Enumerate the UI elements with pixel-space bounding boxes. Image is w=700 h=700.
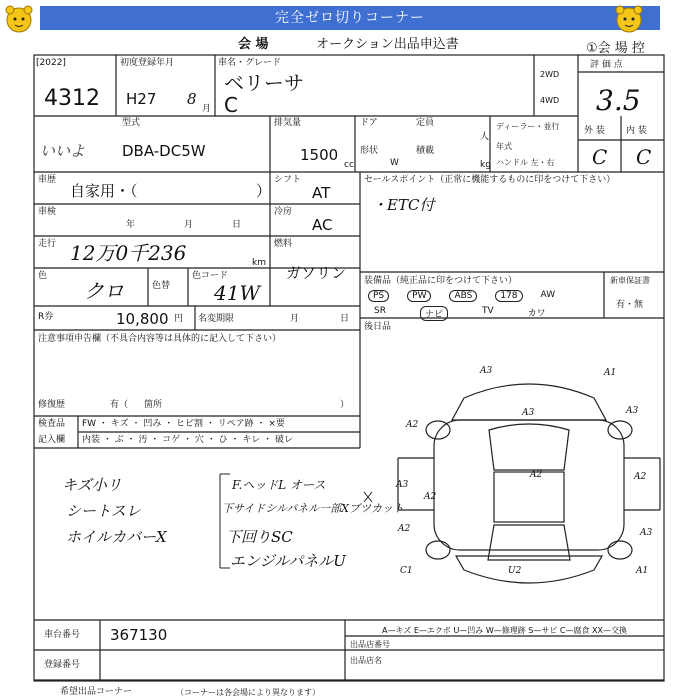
recycle-label: R券	[38, 312, 54, 322]
comment-bracket	[216, 472, 376, 582]
form-subtitle: オークション出品申込書	[316, 37, 459, 52]
equip-tv: TV	[481, 306, 494, 316]
recycle-unit: 円	[174, 314, 184, 324]
repair-value: 有（	[110, 400, 129, 410]
type-note: いいよ	[40, 142, 86, 160]
first-reg-era: H27	[126, 90, 157, 108]
type-label: 型式	[122, 118, 141, 128]
equip-pw: PW	[407, 290, 431, 302]
model-label: 車名・グレード	[218, 58, 282, 68]
dealer-handle: ハンドル 左・右	[496, 158, 555, 167]
comment-left-3: ホイルカバーX	[66, 528, 167, 546]
color-label: 色	[38, 271, 48, 281]
inspection-year: 年	[126, 220, 136, 230]
equip-navi: ナビ	[420, 306, 448, 321]
dmg-a3-2: A3	[522, 408, 535, 418]
check-row-2: 内装 ・ ぶ ・ 汚 ・ コゲ ・ 穴 ・ ひ ・ キレ ・ 破レ	[82, 435, 293, 445]
dmg-a1-2: A1	[636, 566, 649, 576]
check-label-2: 記入欄	[38, 435, 66, 445]
first-reg-label: 初度登録年月	[120, 58, 175, 68]
dmg-a3-5: A3	[640, 528, 653, 538]
stamp-label-2: 出品店名	[350, 656, 382, 665]
dmg-a2-2: A2	[530, 470, 543, 480]
guarantee-label: 新車保証書	[610, 276, 650, 285]
year-tag: [2022]	[36, 58, 66, 68]
door-label: ドア	[360, 118, 378, 128]
displacement-label: 排気量	[274, 118, 302, 128]
capacity-label: 定員	[416, 118, 435, 128]
venue-copy: ①会 場 控	[586, 41, 645, 56]
mileage-value: 12万0千236	[70, 241, 187, 265]
dealer-year: 年式	[496, 142, 512, 151]
repair-label: 修復歴	[38, 400, 66, 410]
equipment-row-2	[374, 306, 546, 321]
history-value: 自家用・（	[70, 182, 138, 200]
equip-ps: PS	[368, 290, 389, 302]
name-change-label: 名変期限	[198, 314, 235, 324]
banner: 完全ゼロ切りコーナー	[40, 6, 660, 30]
type-value: DBA-DC5W	[122, 142, 206, 160]
shift-value: AT	[312, 184, 331, 202]
notes-label: 注意事項申告欄（不具合内容等は具体的に記入して下さい）	[38, 334, 282, 344]
name-change-day: 日	[340, 314, 350, 324]
cooling-label: 冷房	[274, 207, 293, 217]
fuel-value: ガソリン	[286, 264, 347, 282]
stamp-label-1: 出品店番号	[350, 640, 390, 649]
comment-right-2: 下サイドシルパネル一部Xブツカット	[222, 502, 404, 515]
color-code: 41W	[214, 281, 261, 305]
history-close: ）	[256, 182, 272, 200]
cooling-value: AC	[312, 216, 333, 234]
comment-right-3: 下回りSC	[226, 528, 293, 546]
door-shape-label: 形状	[360, 146, 379, 156]
comment-right-1: F.ヘッドL オース	[232, 478, 326, 492]
equipment-label: 装備品（純正品に印をつけて下さい）	[364, 276, 518, 286]
drive-4wd: 4WD	[540, 96, 560, 105]
dmg-a2-4: A2	[398, 524, 411, 534]
first-reg-month: 8	[187, 90, 197, 108]
equipment-row-1	[368, 290, 555, 302]
drive-2wd: 2WD	[540, 70, 560, 79]
name-change-month: 月	[290, 314, 300, 324]
ext-label: 外 装	[584, 126, 605, 136]
equip-abs: ABS	[449, 290, 477, 302]
desired-corner-label: 希望出品コーナー	[60, 687, 133, 697]
int-label: 内 装	[626, 126, 647, 136]
color-change-label: 色替	[152, 281, 171, 291]
fuel-label: 燃料	[274, 239, 293, 249]
first-reg-month-unit: 月	[202, 104, 212, 114]
dmg-a3-4: A3	[396, 480, 409, 490]
capacity-unit-kg: kg	[480, 160, 491, 170]
dmg-c1: C1	[400, 566, 413, 576]
shift-label: シフト	[274, 175, 302, 185]
later-date-label: 後日品	[364, 322, 392, 332]
damage-legend: A—キズ E—エクボ U—凹み W—修理跡 S—サビ C—腐食 XX—交換	[382, 626, 628, 635]
model-grade: C	[224, 93, 238, 117]
displacement-unit: cc	[344, 160, 354, 170]
sales-point-value: ・ETC付	[372, 196, 435, 214]
dmg-a2-3: A2	[424, 492, 437, 502]
comment-left-1: キズ小リ	[62, 476, 122, 494]
displacement-value: 1500	[300, 146, 339, 164]
dmg-a2-5: A2	[634, 472, 647, 482]
color-value: クロ	[84, 279, 124, 303]
model-name: ベリーサ	[224, 71, 304, 95]
mileage-label: 走行	[38, 239, 57, 249]
comment-right-4: エンジルパネルU	[230, 552, 346, 570]
guarantee-value: 有・無	[616, 300, 644, 310]
inspection-day: 日	[232, 220, 242, 230]
car-damage-diagram	[394, 360, 664, 620]
door-shape: W	[390, 158, 399, 168]
dmg-u2: U2	[508, 566, 522, 576]
desired-corner-note: （コーナーは各会場により異なります）	[176, 688, 320, 697]
equip-leather: カワ	[527, 309, 546, 319]
capacity-load-label: 積載	[416, 146, 435, 156]
int-grade: C	[636, 145, 652, 169]
ext-grade: C	[592, 145, 608, 169]
equip-aw: AW	[540, 290, 556, 300]
dealer-label: ディーラー・並行	[496, 122, 560, 131]
rating-label: 評 価 点	[590, 60, 623, 70]
capacity-unit-person: 人	[480, 132, 490, 142]
repair-close: ）	[340, 400, 350, 410]
repair-unit: 箇所	[144, 400, 163, 410]
equip-178: 178	[495, 290, 522, 302]
sales-point-label: セールスポイント（正常に機能するものに印をつけて下さい）	[364, 175, 616, 185]
logo-fragment: 会 場	[238, 37, 269, 52]
chassis-value: 367130	[110, 626, 168, 644]
inspection-month: 月	[184, 220, 194, 230]
history-label: 車歴	[38, 175, 57, 185]
recycle-value: 10,800	[116, 310, 169, 328]
registration-label: 登録番号	[44, 660, 81, 670]
lot-number: 4312	[44, 86, 100, 111]
dmg-a3-1: A3	[480, 366, 493, 376]
mileage-unit: km	[252, 258, 266, 268]
dmg-a2-1: A2	[406, 420, 419, 430]
chassis-label: 車台番号	[44, 630, 81, 640]
check-row-1: FW ・ キズ ・ 凹み ・ ヒビ割 ・ リペア跡 ・ ×要	[82, 419, 285, 429]
check-label-1: 検査品	[38, 419, 66, 429]
rating-score: 3.5	[596, 84, 641, 117]
comment-left-2: シートスレ	[66, 502, 141, 520]
color-code-label: 色コード	[192, 271, 229, 281]
dmg-a3-3: A3	[626, 406, 639, 416]
equip-sr: SR	[374, 306, 386, 316]
dmg-a1-1: A1	[604, 368, 617, 378]
inspection-label: 車検	[38, 207, 57, 217]
